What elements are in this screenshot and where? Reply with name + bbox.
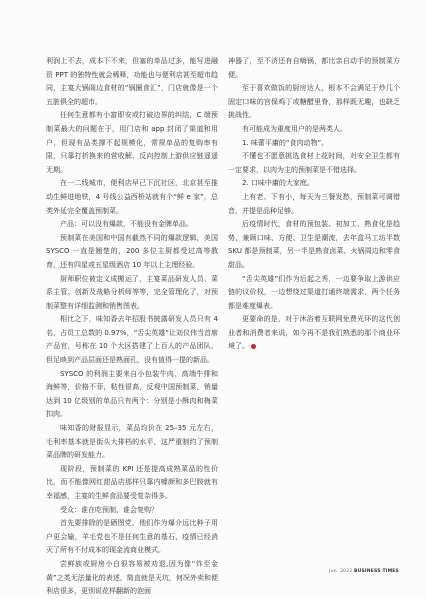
footer-publication: BUSINESS TIMES (353, 569, 399, 574)
paragraph (228, 273, 400, 314)
paragraph-text: 厨师职位被定义成搬运了，主宴菜品研发人员、菜系主管、创新及战略分析师等等，完全管理化了，对预制菜整有详细监测和销售图表。 (46, 274, 218, 310)
paragraph (46, 232, 218, 273)
paragraph (228, 177, 400, 191)
paragraph-text: 神器了，至不济还有自嗨锅，都比亲自动手的预制菜方便。 (228, 57, 400, 79)
paragraph-text: 产品：可以没有爆款，不能没有金牌单品。 (60, 220, 193, 229)
paragraph-text: 上有老、下有小，每天为三餐发愁，预制菜可调错音，并提是品种足够。 (228, 192, 400, 215)
paragraph-text: 在一二线城市，便利店早已下沉社区，北京甚至推动生鲜进地铁，4 号线公益西桥站就有个“鲜 e 家”，总类外延完全覆盖预制菜。 (46, 179, 218, 215)
paragraph-text: 更要命的是，对于沐浴着互联网免费光环的这代创业者和消费者来说，如今再不是我们熟悉的那个商业环境了。 (228, 315, 400, 351)
right-text-column (228, 55, 400, 354)
paragraph-text: 任何生意都有小富即安或打破边界的纠结，C 端预制菜最大的问题在于，用门店和 app 封闭了渠道和用户，但现有品类撑不起规模化，常规单品的复购率有限，只靠打折换来的营收解，反向控制上游供应链遥遥无期。 (46, 111, 218, 174)
paragraph-text: 1. 味蕾平庸的“食肉动物”。 (242, 138, 329, 147)
paragraph-text: “舌尖英雄”们作为后起之秀，一边要争取上游供应链的议价权，一边想绕过渠道打通终端需求，两个任务都是难度爆表。 (228, 274, 400, 310)
paragraph (46, 463, 218, 504)
paragraph (46, 504, 218, 518)
paragraph (46, 517, 218, 558)
paragraph-text: SYSCO 的利润主要来自小包装牛肉、高端牛排和海鲜等，价格不菲，粘性很高，反观中国预制菜，销量达到 10 亿级别的单品只有两个：分别是小酥肉和梅菜扣肉。 (46, 369, 218, 419)
paragraph (46, 313, 218, 367)
paragraph-text: 受众：谁在吃预制，谁会复购？ (60, 505, 158, 514)
paragraph (46, 218, 218, 232)
paragraph (46, 422, 218, 463)
paragraph (46, 109, 218, 177)
paragraph (228, 313, 400, 354)
paragraph-text: 至于喜欢做饭的厨房达人，根本不会满足于炒几个固定口味的宫保鸡丁或糖醋里脊，那样既无趣，也缺乏挑战性。 (228, 84, 400, 120)
end-mark-icon (251, 344, 256, 349)
footer-date: Jun. 2022 (329, 569, 353, 574)
paragraph (228, 137, 400, 151)
paragraph-text: 首先要排除的是硒图党，他们作为爆介远比种子用户更会输，羊毛党也不是任何生意的基石，疫情已经消灭了所有不付成本的现金流商业模式。 (46, 519, 218, 555)
paragraph (228, 150, 400, 177)
page-footer (329, 569, 399, 574)
paragraph-text: 利润上不去，成本下不来，但塞的单品过多，能写进融资 PPT 的独特性就会稀释，功能也与便利店甚至超市趋同，主宴大锅阁边食材的“锅圈食汇”，门店就像是一个五脏俱全的超市。 (46, 57, 218, 106)
paragraph (46, 273, 218, 314)
paragraph (46, 55, 218, 109)
paragraph (228, 55, 400, 82)
paragraph-text: 味知香的财报显示，菜品均价在 25–35 元左右，毛利率基本就是街头大排档的水平，这严重制约了预制菜品牌的研发能力。 (46, 424, 218, 460)
paragraph-text: 现阶段，预制菜的 KPI 还是提高成熟菜品的性价比，而不能像网红甜品店那样只靠内噱颜和多巴胺就有幸福感，主宴的生鲜食品要受复杂得多。 (46, 464, 218, 500)
paragraph (228, 218, 400, 272)
paragraph-text: 有可能成为重度用户的是两类人。 (242, 124, 347, 133)
paragraph-text: 相比之下，味知香去年招股书披露研发人员只有 4 名，占员工总数的 0.97%，“舌尖英雄”让刘仪伟当首席产品官，号称在 10 个大区搭建了上百人的产品团队，但足映到产品层面还是熟面孔，没有值得一提的新品。 (46, 315, 218, 365)
paragraph (228, 191, 400, 218)
paragraph (46, 177, 218, 218)
paragraph-text: 2. 口味中庸的大家庭。 (242, 179, 314, 188)
paragraph-text: 尝鲜族或厨房小白很容易被劝退,因为像“炸至金黄”之类无法量化的表述，简直就是天坑，何况外卖和便利店很多，更别说花样翻新的泡面 (46, 559, 218, 596)
paragraph (228, 123, 400, 137)
paragraph (46, 368, 218, 422)
paragraph-text: 预制菜在美国和中国有截然不同的爆款逻辑，美国 SYSCO 一直是翘楚的，200 多位主厨都受过高等教育，还有四星或五星级酒店 10 年以上主理经验。 (46, 233, 218, 269)
paragraph-text: 后疫情时代，食材的预包装、初加工、熟食化是趋势，兼顾口味、方便、卫生是潮流，去年盒马工坊半数 SKU 都是预制菜，另一半是熟食卤菜、火锅周边和零食甜品。 (228, 220, 400, 269)
paragraph (46, 558, 218, 599)
left-text-column (46, 55, 218, 599)
paragraph (228, 82, 400, 123)
paragraph-text: 不懂也不愿意挑选食材上花时间，对安全卫生都有一定要求，以肉为主的预制菜是不错选择。 (228, 152, 400, 174)
